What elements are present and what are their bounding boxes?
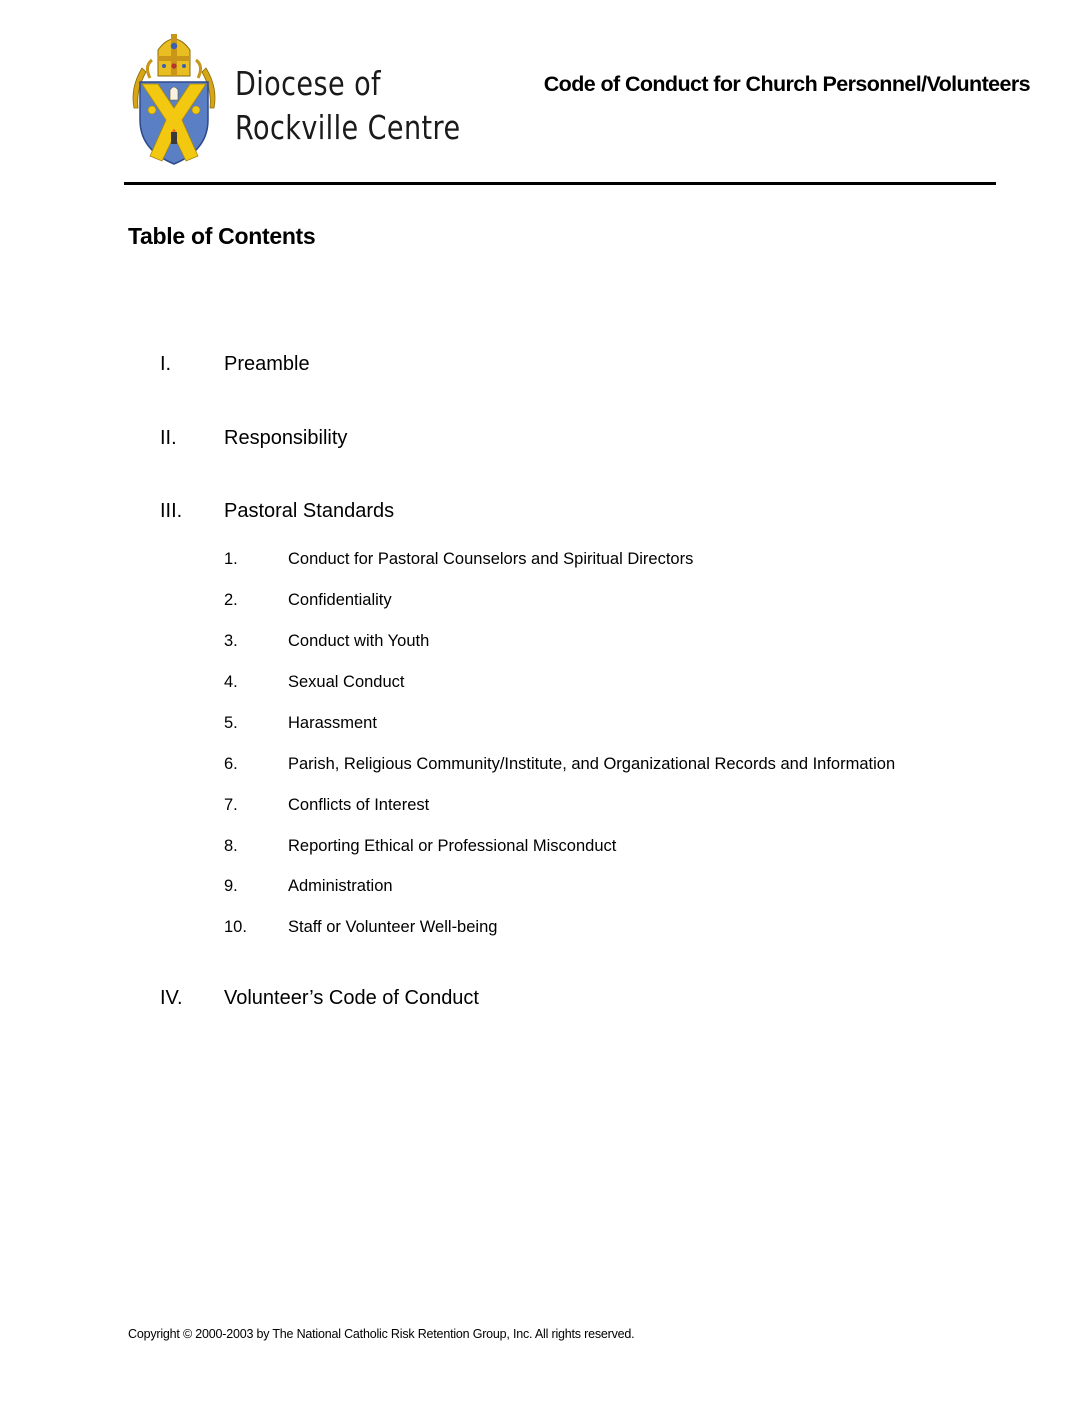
subsection-number: 2.: [224, 591, 238, 609]
subsection-number: 6.: [224, 755, 238, 773]
subsection-number: 9.: [224, 877, 238, 895]
section-label: Pastoral Standards: [224, 500, 395, 522]
subsection-number: 7.: [224, 796, 238, 814]
subsection-number: 3.: [224, 632, 238, 650]
diocese-coat-of-arms-logo: [128, 28, 220, 166]
subsection-label: Staff or Volunteer Well-being: [288, 918, 498, 936]
toc-heading: Table of Contents: [128, 223, 316, 249]
subsection-label: Sexual Conduct: [288, 673, 405, 691]
subsection-label: Harassment: [288, 714, 377, 732]
document-title: Code of Conduct for Church Personnel/Volunteers: [543, 72, 1030, 96]
copyright-footer: Copyright © 2000-2003 by The National Catholic Risk Retention Group, Inc. All rights reserved.: [128, 1327, 635, 1341]
subsection-number: 4.: [224, 673, 238, 691]
subsection-label: Confidentiality: [288, 591, 392, 609]
diocese-wordmark: [235, 62, 461, 150]
subsection-label: Parish, Religious Community/Institute, and Organizational Records and Information: [288, 755, 896, 773]
section-label: Preamble: [224, 353, 310, 375]
section-number: II.: [160, 427, 177, 449]
section-number: III.: [160, 500, 183, 522]
subsection-label: Conduct with Youth: [288, 632, 430, 650]
subsection-label: Conduct for Pastoral Counselors and Spiritual Directors: [288, 550, 694, 568]
subsection-label: Reporting Ethical or Professional Misconduct: [288, 837, 617, 855]
subsection-number: 5.: [224, 714, 238, 732]
subsection-number: 10.: [224, 918, 247, 936]
section-number: I.: [160, 353, 172, 375]
section-label: Volunteer’s Code of Conduct: [224, 987, 479, 1009]
section-number: IV.: [160, 987, 183, 1009]
wordmark-line-2: Rockville Centre: [235, 108, 461, 147]
wordmark-line-1: Diocese of: [235, 64, 381, 103]
subsection-label: Conflicts of Interest: [288, 796, 430, 814]
subsection-number: 8.: [224, 837, 238, 855]
subsection-number: 1.: [224, 550, 238, 568]
header-divider: [124, 182, 996, 185]
subsection-label: Administration: [288, 877, 393, 895]
section-label: Responsibility: [224, 427, 348, 449]
